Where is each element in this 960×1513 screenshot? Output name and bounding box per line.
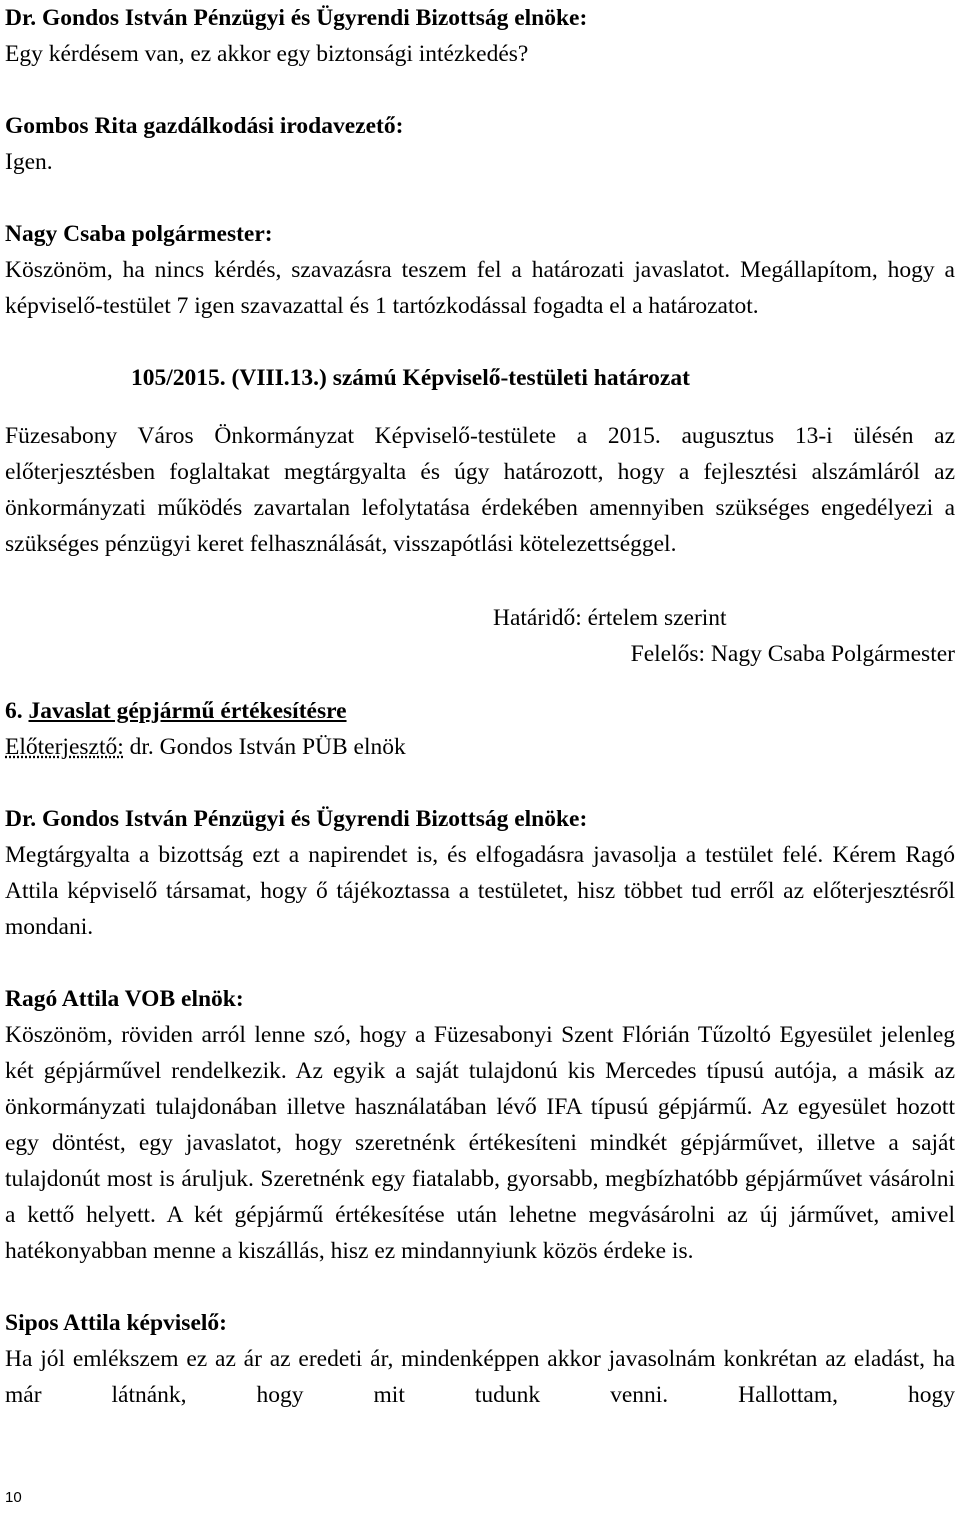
speaker-heading: Gombos Rita gazdálkodási irodavezető:: [5, 113, 404, 139]
agenda-title: Javaslat gépjármű értékesítésre: [28, 698, 347, 724]
agenda-heading: [5, 693, 955, 729]
presenter-label: Előterjesztő:: [5, 734, 124, 760]
page-number: 10: [5, 1489, 22, 1506]
paragraph: Megtárgyalta a bizottság ezt a napirendet is, és elfogadásra javasolja a testület felé. Kérem Ragó Attila képviselő társamat, hogy ő tájékoztassa a testületet, hisz többet tud erről az előterjesztésről mondani.: [5, 842, 955, 940]
presenter-name: dr. Gondos István PÜB elnök: [123, 734, 406, 760]
resolution-signoff: [5, 600, 955, 672]
speaker-heading: Nagy Csaba polgármester:: [5, 221, 273, 247]
agenda-presenter: [5, 729, 955, 765]
resolution-deadline: Határidő: értelem szerint: [493, 605, 727, 631]
paragraph: Köszönöm, röviden arról lenne szó, hogy a Füzesabonyi Szent Flórián Tűzoltó Egyesület jelenleg két gépjárművel rendelkezik. Az egyik a saját tulajdonú kis Mercedes típusú autója, a másik az önkormányzati tulajdonában illetve használatában lévő IFA típusú gépjármű. Az egyesület hozott egy döntést, egy javaslatot, hogy szeretnénk értékesíteni mindkét gépjárművet, illetve a saját tulajdonút most is áruljuk. Szeretnénk egy fiatalabb, gyorsabb, megbízhatóbb gépjárművet vásárolni a kettő helyett. A két gépjármű értékesítése után lehetne megvásárolni az új járművet, amivel hatékonyabban menne a kiszállás, hisz ez mindannyiunk közös érdeke is.: [5, 1022, 955, 1264]
speaker-heading: Sipos Attila képviselő:: [5, 1310, 227, 1336]
resolution-responsible: Felelős: Nagy Csaba Polgármester: [630, 641, 955, 667]
speaker-heading: Dr. Gondos István Pénzügyi és Ügyrendi Bizottság elnöke:: [5, 806, 588, 832]
document-page: [5, 0, 955, 1413]
agenda-number: 6.: [5, 698, 23, 724]
speaker-heading: Dr. Gondos István Pénzügyi és Ügyrendi Bizottság elnöke:: [5, 5, 588, 31]
paragraph: Ha jól emlékszem ez az ár az eredeti ár, mindenképpen akkor javasolnám konkrétan az eladást, ha már látnánk, hogy mit tudunk venni. Hallottam, hogy: [5, 1346, 955, 1408]
paragraph: Igen.: [5, 149, 53, 175]
paragraph: Egy kérdésem van, ez akkor egy biztonsági intézkedés?: [5, 41, 529, 67]
paragraph: Köszönöm, ha nincs kérdés, szavazásra teszem fel a határozati javaslatot. Megállapítom, hogy a képviselő-testület 7 igen szavazattal és 1 tartózkodással fogadta el a határozatot.: [5, 257, 955, 319]
speaker-heading: Ragó Attila VOB elnök:: [5, 986, 244, 1012]
resolution-body: Füzesabony Város Önkormányzat Képviselő-testülete a 2015. augusztus 13-i ülésén az előterjesztésben foglaltakat megtárgyalta és úgy határozott, hogy a fejlesztési alszámláról az önkormányzati működés zavartalan lefolytatása érdekében amennyiben szükséges engedélyezi a szükséges pénzügyi keret felhasználását, visszapótlási kötelezettséggel.: [5, 423, 955, 557]
resolution-title: 105/2015. (VIII.13.) számú Képviselő-testületi határozat: [131, 365, 690, 391]
